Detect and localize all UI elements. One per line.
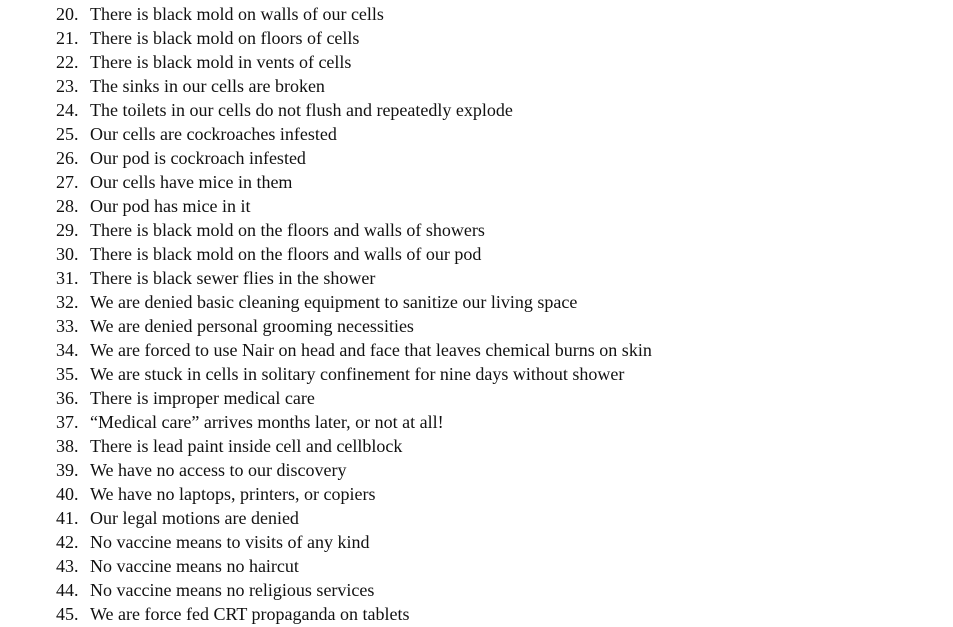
item-number: 35. — [56, 364, 79, 384]
item-number: 22. — [56, 52, 79, 72]
list-item — [56, 122, 936, 146]
list-item — [56, 290, 936, 314]
item-number: 30. — [56, 244, 79, 264]
item-number: 21. — [56, 28, 79, 48]
list-item — [56, 602, 936, 626]
item-number: 20. — [56, 4, 79, 24]
item-number: 24. — [56, 100, 79, 120]
list-item — [56, 338, 936, 362]
item-number: 44. — [56, 580, 79, 600]
list-item — [56, 50, 936, 74]
list-item — [56, 266, 936, 290]
list-item — [56, 458, 936, 482]
item-text: We are denied personal grooming necessities — [90, 316, 414, 336]
item-number: 23. — [56, 76, 79, 96]
item-number: 33. — [56, 316, 79, 336]
item-number: 26. — [56, 148, 79, 168]
item-text: There is black mold in vents of cells — [90, 52, 352, 72]
item-text: Our legal motions are denied — [90, 508, 299, 528]
list-item — [56, 74, 936, 98]
list-item — [56, 2, 936, 26]
list-item — [56, 506, 936, 530]
list-item — [56, 314, 936, 338]
list-item — [56, 26, 936, 50]
list-item — [56, 482, 936, 506]
item-text: We have no laptops, printers, or copiers — [90, 484, 376, 504]
item-text: No vaccine means no haircut — [90, 556, 299, 576]
item-text: We are forced to use Nair on head and face that leaves chemical burns on skin — [90, 340, 652, 360]
item-number: 32. — [56, 292, 79, 312]
item-text: There is improper medical care — [90, 388, 315, 408]
item-text: “Medical care” arrives months later, or not at all! — [90, 412, 444, 432]
list-item — [56, 386, 936, 410]
item-text: There is black mold on the floors and walls of showers — [90, 220, 485, 240]
item-text: There is black mold on walls of our cells — [90, 4, 384, 24]
item-number: 42. — [56, 532, 79, 552]
item-number: 28. — [56, 196, 79, 216]
list-item — [56, 218, 936, 242]
item-number: 40. — [56, 484, 79, 504]
list-item — [56, 362, 936, 386]
item-text: We are denied basic cleaning equipment to sanitize our living space — [90, 292, 578, 312]
item-number: 45. — [56, 604, 79, 624]
numbered-list — [56, 2, 936, 626]
item-number: 34. — [56, 340, 79, 360]
item-number: 37. — [56, 412, 79, 432]
item-text: We are stuck in cells in solitary confinement for nine days without shower — [90, 364, 625, 384]
item-text: No vaccine means to visits of any kind — [90, 532, 370, 552]
item-text: There is black mold on the floors and walls of our pod — [90, 244, 482, 264]
item-text: No vaccine means no religious services — [90, 580, 375, 600]
item-number: 27. — [56, 172, 79, 192]
item-text: We are force fed CRT propaganda on tablets — [90, 604, 410, 624]
item-number: 25. — [56, 124, 79, 144]
item-number: 43. — [56, 556, 79, 576]
item-number: 38. — [56, 436, 79, 456]
list-item — [56, 410, 936, 434]
item-number: 41. — [56, 508, 79, 528]
item-number: 36. — [56, 388, 79, 408]
item-text: Our cells have mice in them — [90, 172, 293, 192]
item-text: The toilets in our cells do not flush and repeatedly explode — [90, 100, 513, 120]
list-item — [56, 530, 936, 554]
item-text: The sinks in our cells are broken — [90, 76, 325, 96]
item-text: There is black sewer flies in the shower — [90, 268, 376, 288]
item-text: Our cells are cockroaches infested — [90, 124, 337, 144]
item-text: Our pod is cockroach infested — [90, 148, 306, 168]
list-item — [56, 242, 936, 266]
list-item — [56, 194, 936, 218]
list-item — [56, 98, 936, 122]
list-item — [56, 434, 936, 458]
list-item — [56, 146, 936, 170]
item-number: 39. — [56, 460, 79, 480]
item-number: 29. — [56, 220, 79, 240]
item-text: There is lead paint inside cell and cellblock — [90, 436, 403, 456]
item-text: There is black mold on floors of cells — [90, 28, 360, 48]
item-text: Our pod has mice in it — [90, 196, 251, 216]
list-item — [56, 554, 936, 578]
item-number: 31. — [56, 268, 79, 288]
list-item — [56, 578, 936, 602]
list-item — [56, 170, 936, 194]
item-text: We have no access to our discovery — [90, 460, 347, 480]
